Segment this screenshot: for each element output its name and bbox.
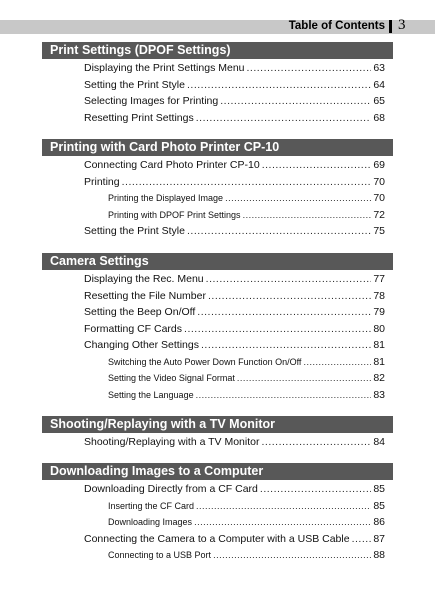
toc-subentry[interactable]	[108, 516, 385, 533]
entry-label: Connecting Card Photo Printer CP-10	[84, 159, 260, 171]
entry-page-number: 70	[373, 192, 385, 204]
entry-page-number: 85	[373, 499, 385, 512]
dot-leader	[187, 79, 371, 91]
dot-leader	[262, 159, 372, 171]
dot-leader	[237, 373, 371, 383]
entry-page-number: 80	[373, 322, 385, 335]
dot-leader	[122, 176, 372, 188]
entry-page-number: 75	[373, 225, 385, 237]
toc-section	[42, 463, 393, 566]
entry-label: Shooting/Replaying with a TV Monitor	[84, 436, 260, 448]
dot-leader	[196, 390, 372, 400]
toc-entry[interactable]	[84, 95, 385, 112]
dot-leader	[197, 306, 371, 318]
section-title: Print Settings (DPOF Settings)	[42, 42, 393, 59]
section-entries	[42, 433, 393, 453]
toc-section	[42, 139, 393, 242]
dot-leader	[352, 533, 372, 545]
entry-label: Selecting Images for Printing	[84, 95, 219, 107]
section-entries	[42, 480, 393, 566]
dot-leader	[196, 112, 372, 124]
dot-leader	[213, 550, 371, 560]
entry-page-number: 85	[373, 483, 385, 495]
entry-label: Printing	[84, 175, 120, 188]
entry-page-number: 88	[373, 549, 385, 561]
dot-leader	[208, 290, 371, 302]
entry-label: Displaying the Rec. Menu	[84, 273, 204, 285]
toc-subentry[interactable]	[108, 500, 385, 517]
entry-page-number: 84	[373, 436, 385, 448]
entry-label: Setting the Beep On/Off	[84, 306, 196, 318]
entry-label: Downloading Images	[108, 517, 193, 527]
toc-entry[interactable]	[84, 176, 385, 193]
toc-entry[interactable]	[84, 159, 385, 176]
page-number: 3	[398, 17, 406, 33]
section-title: Shooting/Replaying with a TV Monitor	[42, 416, 393, 433]
toc-entry[interactable]	[84, 290, 385, 307]
entry-label: Changing Other Settings	[84, 339, 199, 351]
entry-page-number: 72	[373, 208, 385, 221]
entry-label: Inserting the CF Card	[108, 500, 195, 511]
entry-label: Connecting to a USB Port	[108, 550, 212, 560]
dot-leader	[220, 95, 371, 107]
toc-section	[42, 42, 393, 128]
dot-leader	[206, 273, 372, 285]
section-title: Downloading Images to a Computer	[42, 463, 393, 480]
toc-section	[42, 253, 393, 405]
section-entries	[42, 59, 393, 128]
entry-page-number: 77	[373, 273, 385, 285]
dot-leader	[225, 193, 371, 203]
dot-leader	[262, 436, 372, 448]
toc-subentry[interactable]	[108, 549, 385, 566]
header-separator	[389, 20, 392, 33]
section-title: Camera Settings	[42, 253, 393, 270]
dot-leader	[196, 501, 371, 511]
entry-label: Setting the Video Signal Format	[108, 373, 235, 383]
toc-entry[interactable]	[84, 79, 385, 96]
toc-entry[interactable]	[84, 62, 385, 79]
entry-page-number: 82	[373, 372, 385, 384]
entry-page-number: 87	[373, 532, 385, 545]
entry-page-number: 64	[373, 78, 385, 91]
entry-page-number: 81	[373, 355, 385, 368]
toc-subentry[interactable]	[108, 389, 385, 406]
toc-subentry[interactable]	[108, 372, 385, 389]
entry-page-number: 65	[373, 95, 385, 107]
header-title: Table of Contents	[288, 20, 385, 32]
entry-label: Resetting Print Settings	[84, 111, 194, 124]
toc-entry[interactable]	[84, 323, 385, 340]
entry-label: Printing with DPOF Print Settings	[108, 209, 241, 220]
entry-page-number: 70	[373, 175, 385, 188]
entry-page-number: 69	[373, 159, 385, 171]
entry-label: Setting the Print Style	[84, 78, 185, 91]
dot-leader	[247, 62, 372, 74]
entry-label: Formatting CF Cards	[84, 322, 183, 335]
toc-subentry[interactable]	[108, 356, 385, 373]
dot-leader	[187, 225, 371, 237]
entry-page-number: 78	[373, 289, 385, 302]
entry-label: Switching the Auto Power Down Function On/Off	[108, 356, 302, 367]
entry-page-number: 81	[373, 339, 385, 351]
toc-entry[interactable]	[84, 225, 385, 242]
toc-entry[interactable]	[84, 533, 385, 550]
toc-entry[interactable]	[84, 339, 385, 356]
entry-label: Setting the Language	[108, 389, 194, 400]
dot-leader	[184, 323, 371, 335]
entry-page-number: 63	[373, 62, 385, 74]
dot-leader	[303, 357, 371, 367]
section-entries	[42, 156, 393, 242]
toc-subentry[interactable]	[108, 209, 385, 226]
entry-page-number: 86	[373, 516, 385, 528]
toc-entry[interactable]	[84, 436, 385, 453]
entry-page-number: 79	[373, 306, 385, 318]
dot-leader	[194, 517, 371, 527]
entry-page-number: 83	[373, 388, 385, 401]
toc-subentry[interactable]	[108, 192, 385, 209]
entry-label: Connecting the Camera to a Computer with a USB Cable	[84, 532, 350, 545]
toc-section	[42, 416, 393, 453]
entry-label: Downloading Directly from a CF Card	[84, 483, 258, 495]
dot-leader	[243, 210, 372, 220]
toc-entry[interactable]	[84, 306, 385, 323]
toc-entry[interactable]	[84, 483, 385, 500]
dot-leader	[201, 339, 371, 351]
section-title: Printing with Card Photo Printer CP-10	[42, 139, 393, 156]
toc-entry[interactable]	[84, 112, 385, 129]
section-entries	[42, 270, 393, 405]
entry-label: Resetting the File Number	[84, 289, 206, 302]
entry-label: Displaying the Print Settings Menu	[84, 62, 245, 74]
entry-label: Setting the Print Style	[84, 225, 185, 237]
toc-entry[interactable]	[84, 273, 385, 290]
entry-page-number: 68	[373, 111, 385, 124]
dot-leader	[260, 483, 371, 495]
entry-label: Printing the Displayed Image	[108, 193, 224, 203]
